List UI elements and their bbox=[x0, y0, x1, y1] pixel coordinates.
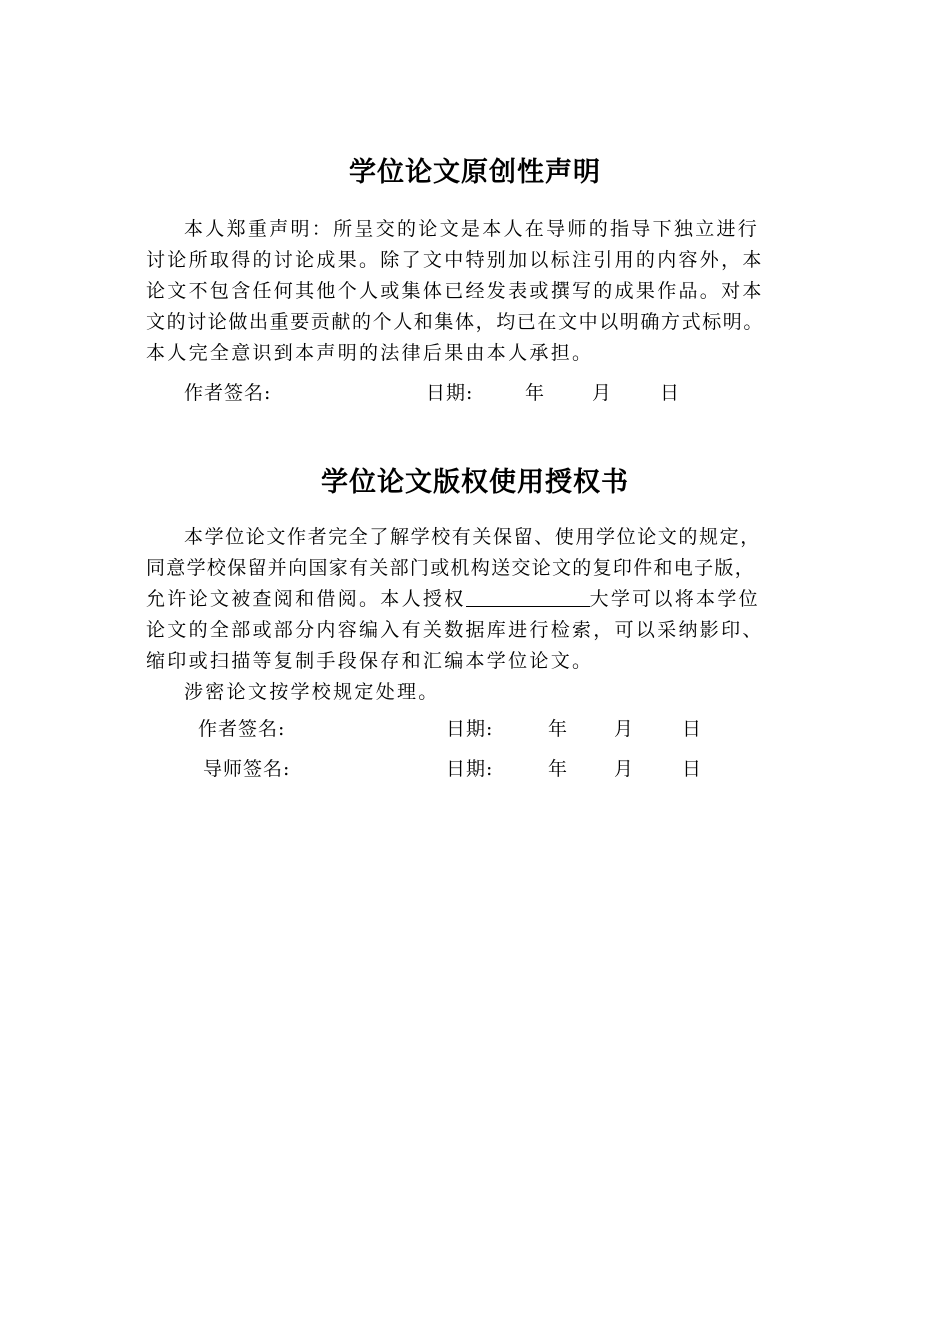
declaration-line-2: 讨论所取得的讨论成果。除了文中特别加以标注引用的内容外，本 bbox=[146, 249, 764, 271]
date-label: 日期: bbox=[426, 382, 474, 404]
authorization-author-row bbox=[0, 714, 950, 744]
year-label: 年 bbox=[548, 718, 569, 740]
declaration-line-3: 论文不包含任何其他个人或集体已经发表或撰写的成果作品。对本 bbox=[146, 280, 764, 302]
year-label: 年 bbox=[548, 758, 569, 780]
authorization-line-6: 涉密论文按学校规定处理。 bbox=[184, 681, 440, 703]
declaration-line-1: 本人郑重声明：所呈交的论文是本人在导师的指导下独立进行 bbox=[184, 218, 760, 240]
month-label: 月 bbox=[614, 758, 635, 780]
day-label: 日 bbox=[660, 382, 681, 404]
date-label: 日期: bbox=[446, 718, 494, 740]
authorization-body bbox=[146, 522, 822, 708]
authorization-line-4: 论文的全部或部分内容编入有关数据库进行检索，可以采纳影印、 bbox=[146, 619, 764, 641]
declaration-body bbox=[146, 214, 822, 369]
month-label: 月 bbox=[614, 718, 635, 740]
day-label: 日 bbox=[682, 718, 703, 740]
advisor-signature-label: 导师签名: bbox=[203, 758, 291, 780]
authorization-line-3 bbox=[146, 584, 822, 615]
authorization-line-5: 缩印或扫描等复制手段保存和汇编本学位论文。 bbox=[146, 650, 594, 672]
authorization-line-3a: 允许论文被查阅和借阅。本人授权 bbox=[146, 588, 466, 610]
authorization-line-2: 同意学校保留并向国家有关部门或机构送交论文的复印件和电子版， bbox=[146, 557, 756, 579]
authorization-line-1: 本学位论文作者完全了解学校有关保留、使用学位论文的规定， bbox=[184, 526, 761, 548]
authorization-advisor-row bbox=[0, 754, 950, 784]
declaration-line-5: 本人完全意识到本声明的法律后果由本人承担。 bbox=[146, 342, 594, 364]
university-blank[interactable] bbox=[466, 588, 590, 607]
date-label: 日期: bbox=[446, 758, 494, 780]
year-label: 年 bbox=[525, 382, 546, 404]
day-label: 日 bbox=[682, 758, 703, 780]
declaration-title: 学位论文原创性声明 bbox=[349, 157, 601, 188]
author-signature-label: 作者签名: bbox=[184, 382, 272, 404]
authorization-title: 学位论文版权使用授权书 bbox=[321, 467, 629, 498]
authorization-line-3b: 大学可以将本学位 bbox=[589, 588, 760, 610]
declaration-signature-row bbox=[0, 378, 950, 408]
month-label: 月 bbox=[592, 382, 613, 404]
author-signature-label: 作者签名: bbox=[198, 718, 286, 740]
declaration-line-4: 文的讨论做出重要贡献的个人和集体，均已在文中以明确方式标明。 bbox=[146, 311, 765, 333]
